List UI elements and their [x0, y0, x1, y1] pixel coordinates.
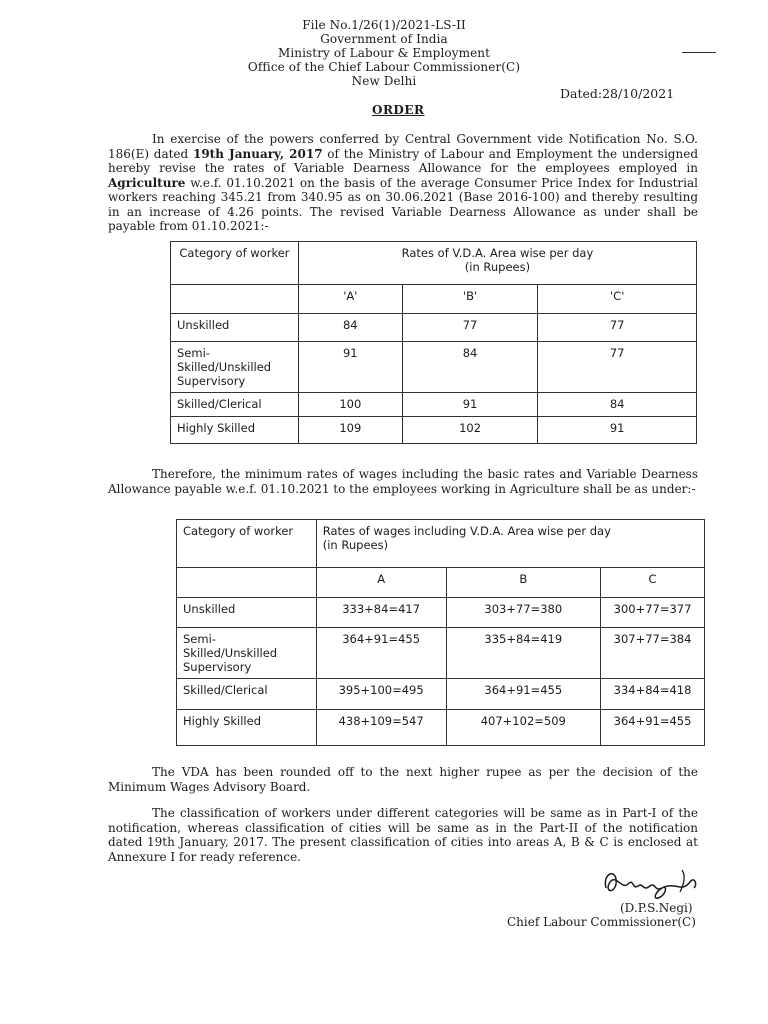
- table1-area-a: 'A': [298, 285, 402, 314]
- table-row: [177, 679, 705, 710]
- government-line: Government of India: [320, 32, 448, 46]
- table1-row-category: Skilled/Clerical: [171, 393, 299, 417]
- table2-row-category: Skilled/Clerical: [177, 679, 317, 710]
- table2-row-category: Semi-Skilled/Unskilled Supervisory: [177, 628, 317, 679]
- paragraph-2: Therefore, the minimum rates of wages including the basic rates and Variable Dearness Allowance payable w.e.f. 01.10.2021 to the employees working in Agriculture shall be as under:-: [108, 467, 698, 496]
- table1-cell: 91: [402, 393, 538, 417]
- table1-cell: 77: [402, 314, 538, 342]
- table2-cell: 364+91=455: [316, 628, 446, 679]
- table1-row-category: Semi-Skilled/Unskilled Supervisory: [171, 342, 299, 393]
- table2-rates-header: Rates of wages including V.D.A. Area wise per day (in Rupees): [316, 520, 704, 568]
- table1-row-category: Highly Skilled: [171, 417, 299, 444]
- table2-cell: 303+77=380: [446, 598, 601, 628]
- date-line: Dated:28/10/2021: [560, 86, 675, 101]
- table1-rates-header: Rates of V.D.A. Area wise per day (in Rupees): [298, 242, 696, 285]
- table-row: [171, 393, 697, 417]
- table1-area-c: 'C': [538, 285, 697, 314]
- table-row: [171, 417, 697, 444]
- table1-cell: 84: [538, 393, 697, 417]
- table-row: [177, 710, 705, 746]
- table1-cell: 100: [298, 393, 402, 417]
- file-number: File No.1/26(1)/2021-LS-II: [302, 18, 466, 32]
- table1-blank-cell: [171, 285, 299, 314]
- table2-area-c: C: [601, 568, 705, 598]
- table-row: [177, 628, 705, 679]
- table1-cell: 77: [538, 314, 697, 342]
- table2-area-a: A: [316, 568, 446, 598]
- table2-row-category: Highly Skilled: [177, 710, 317, 746]
- table2-area-b: B: [446, 568, 601, 598]
- paragraph-4: The classification of workers under different categories will be same as in Part-I of the notification, whereas classification of cities will be same as in the Part-II of the notification dated 19th January, 2017. The present classification of cities into areas A, B & C is enclosed at Annexure I for ready reference.: [108, 806, 698, 864]
- table2-cell: 395+100=495: [316, 679, 446, 710]
- table-row: [171, 314, 697, 342]
- vda-rates-table: [170, 241, 697, 444]
- table1-cell: 91: [538, 417, 697, 444]
- table2-cell: 438+109=547: [316, 710, 446, 746]
- order-title: ORDER: [372, 103, 425, 117]
- table1-area-b: 'B': [402, 285, 538, 314]
- table-row: [171, 342, 697, 393]
- margin-mark: [682, 52, 716, 53]
- table1-cell: 109: [298, 417, 402, 444]
- signatory-name: (D.P.S.Negi): [620, 901, 693, 915]
- table2-row-category: Unskilled: [177, 598, 317, 628]
- table1-cell: 84: [298, 314, 402, 342]
- table2-cell: 407+102=509: [446, 710, 601, 746]
- table1-category-header: Category of worker: [171, 242, 299, 285]
- table2-cell: 334+84=418: [601, 679, 705, 710]
- table-row: [177, 598, 705, 628]
- table1-cell: 77: [538, 342, 697, 393]
- table2-cell: 364+91=455: [601, 710, 705, 746]
- city-line: New Delhi: [351, 74, 417, 88]
- table2-cell: 333+84=417: [316, 598, 446, 628]
- table1-cell: 91: [298, 342, 402, 393]
- table2-blank-cell: [177, 568, 317, 598]
- ministry-line: Ministry of Labour & Employment: [277, 46, 491, 60]
- table2-cell: 307+77=384: [601, 628, 705, 679]
- paragraph-3: The VDA has been rounded off to the next higher rupee as per the decision of the Minimum Wages Advisory Board.: [108, 765, 698, 794]
- paragraph-1: In exercise of the powers conferred by Central Government vide Notification No. S.O. 186(E) dated 19th January, 2017 of the Ministry of Labour and Employment the undersigned hereby revise the rates of Variable Dearness Allowance for the employees employed in Agriculture w.e.f. 01.10.2021 on the basis of the average Consumer Price Index for Industrial workers reaching 345.21 from 340.95 as on 30.06.2021 (Base 2016-100) and thereby resulting in an increase of 4.26 points. The revised Variable Dearness Allowance as under shall be payable from 01.10.2021:-: [108, 132, 698, 233]
- table1-cell: 84: [402, 342, 538, 393]
- minimum-wages-table: [176, 519, 705, 746]
- signatory-title: Chief Labour Commissioner(C): [507, 915, 696, 929]
- table2-category-header: Category of worker: [177, 520, 317, 568]
- table1-row-category: Unskilled: [171, 314, 299, 342]
- table1-cell: 102: [402, 417, 538, 444]
- table2-cell: 335+84=419: [446, 628, 601, 679]
- table2-cell: 364+91=455: [446, 679, 601, 710]
- signature-mark: [598, 862, 718, 902]
- office-line: Office of the Chief Labour Commissioner(C): [247, 60, 521, 74]
- table2-cell: 300+77=377: [601, 598, 705, 628]
